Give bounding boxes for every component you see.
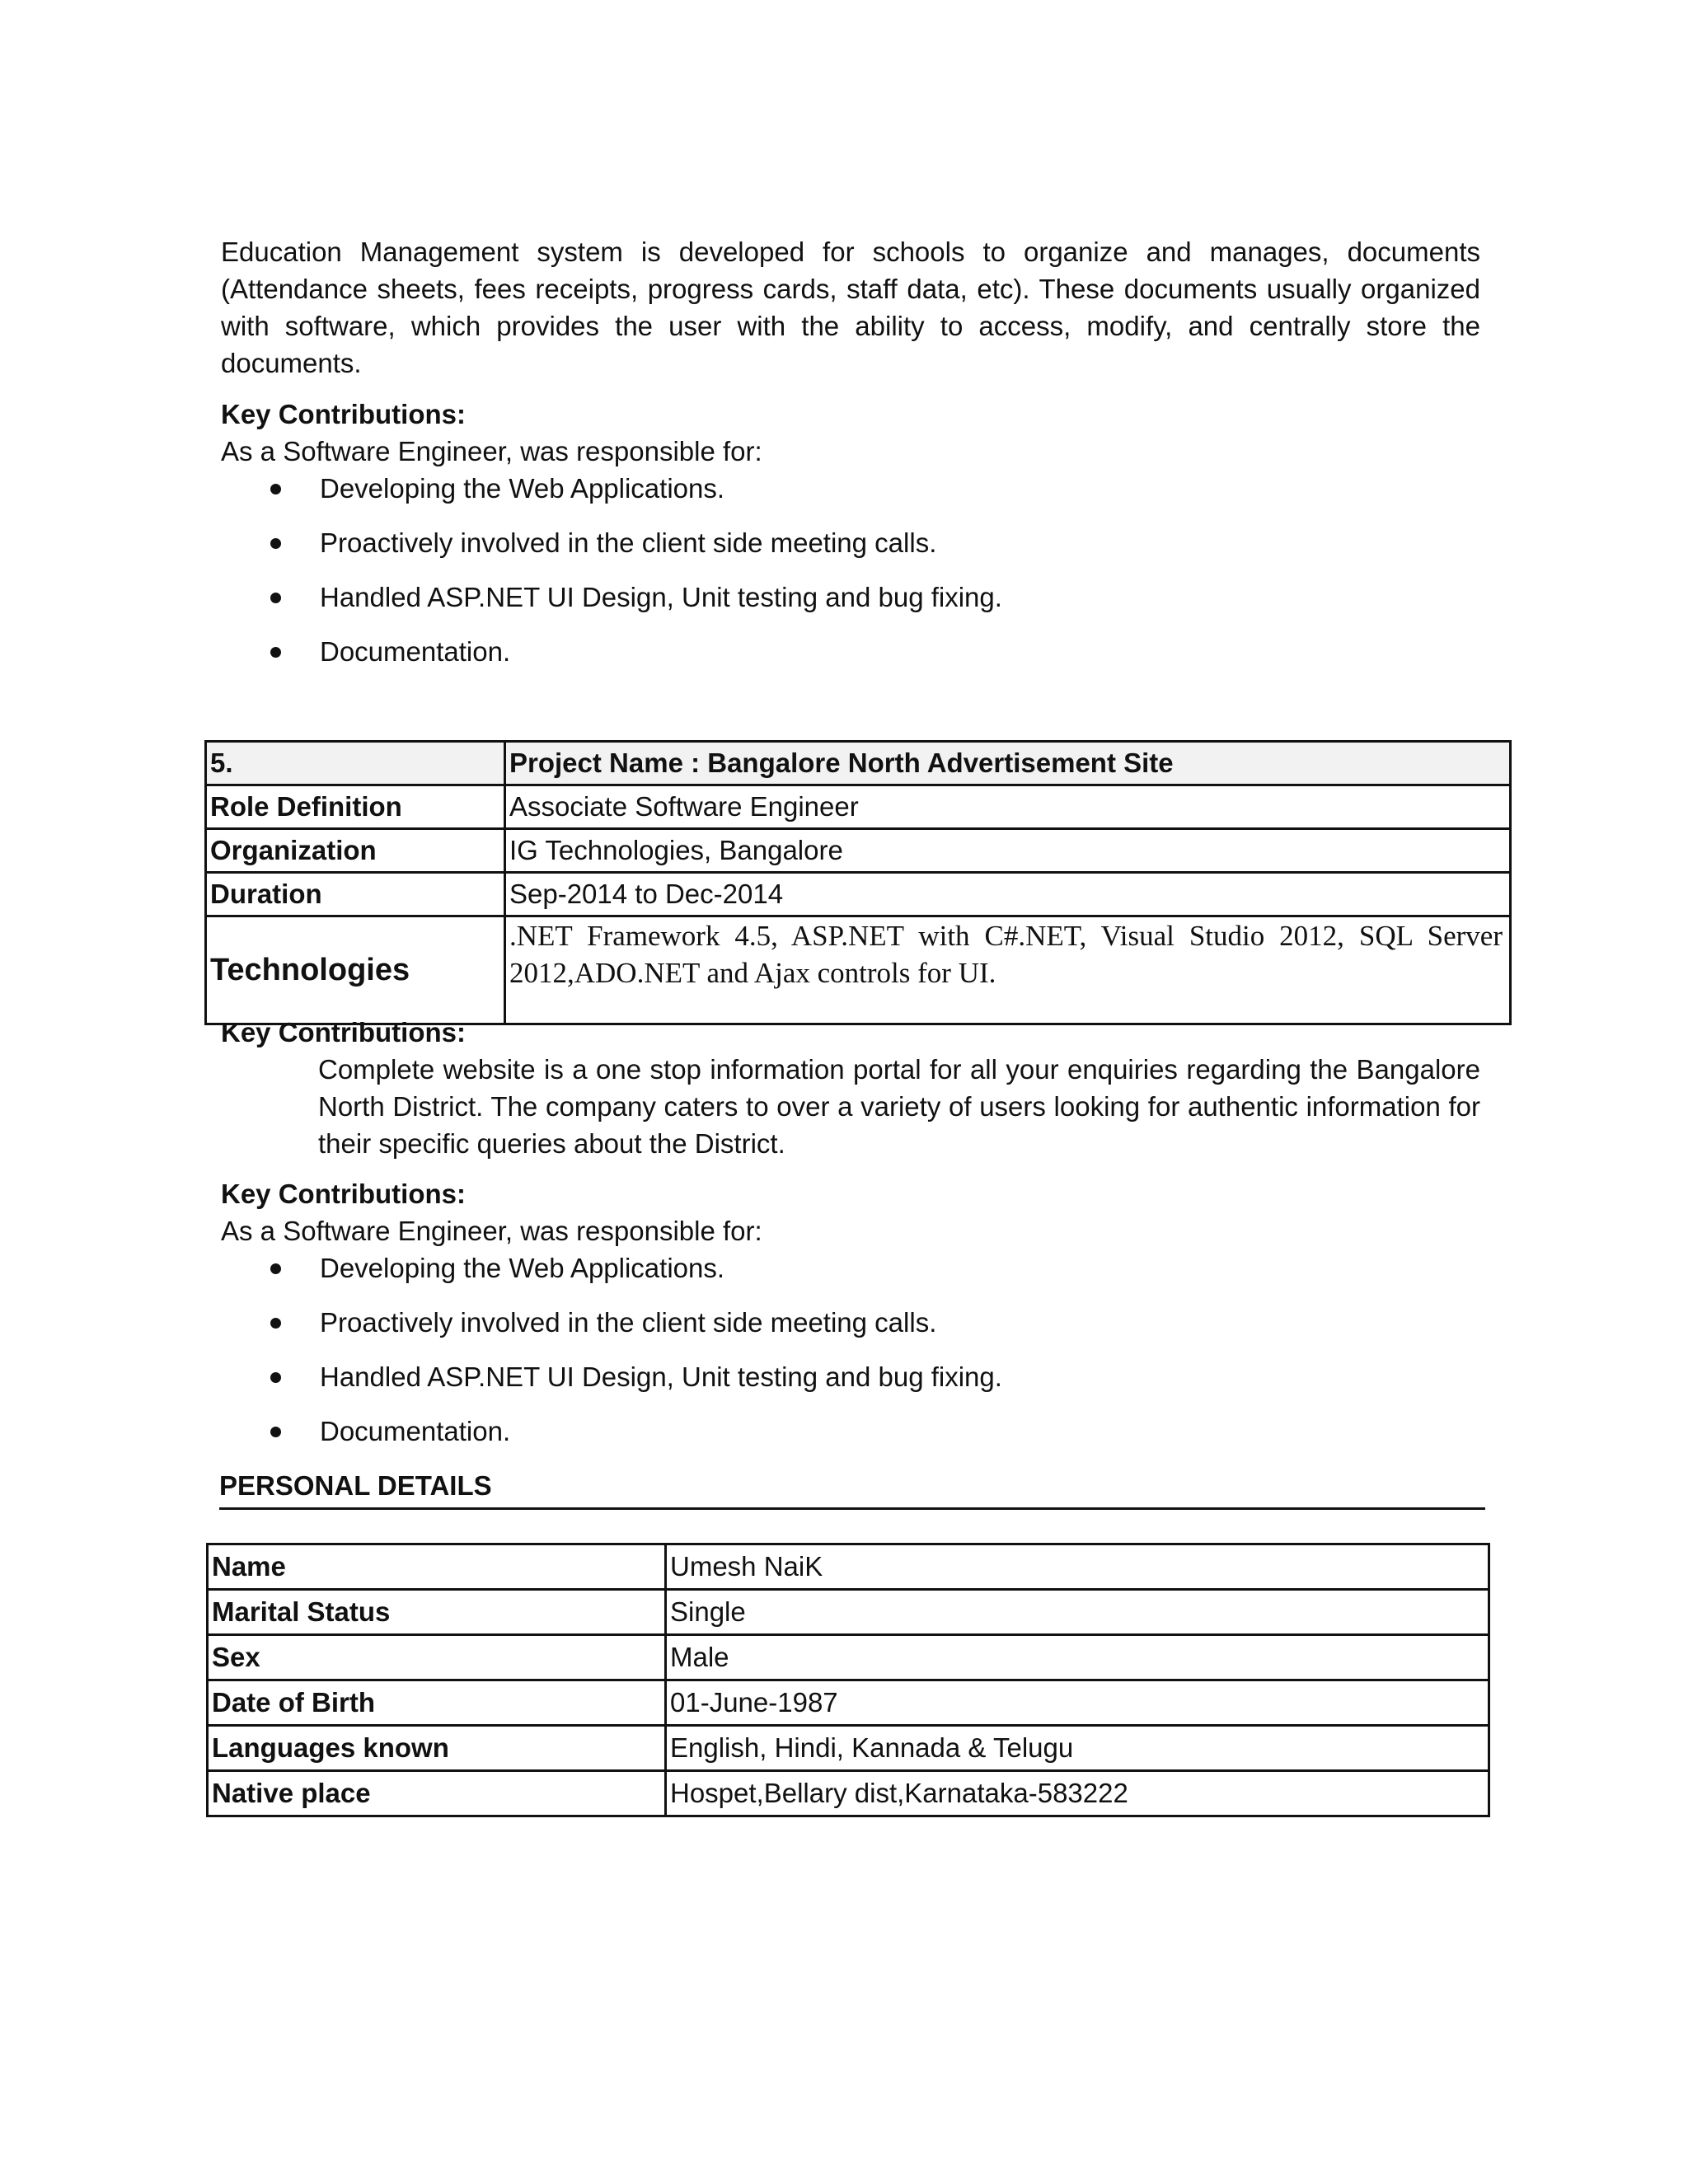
row-label: Organization <box>206 829 505 873</box>
bullet-icon <box>270 1263 281 1274</box>
bullet-icon <box>270 1372 281 1383</box>
intro-section <box>221 233 1480 382</box>
row-label: Native place <box>208 1771 666 1816</box>
list-item <box>221 1413 1480 1450</box>
technologies-value: .NET Framework 4.5, ASP.NET with C#.NET, Visual Studio 2012, SQL Server 2012,ADO.NET and Ajax controls for UI. <box>505 916 1511 1024</box>
key-contributions-heading: Key Contributions: <box>221 1017 466 1047</box>
responsibility-line: As a Software Engineer, was responsible for: <box>221 1216 762 1246</box>
contribution-list <box>221 1249 1480 1450</box>
table-row <box>208 1590 1489 1635</box>
row-label: Duration <box>206 873 505 916</box>
list-item <box>221 1249 1480 1286</box>
row-label: Marital Status <box>208 1590 666 1635</box>
list-item <box>221 633 1480 670</box>
list-item <box>221 1304 1480 1341</box>
list-item-text: Documentation. <box>320 1416 511 1446</box>
technologies-label: Technologies <box>206 916 505 1024</box>
row-value: Hospet,Bellary dist,Karnataka-583222 <box>666 1771 1489 1816</box>
contribution-list <box>221 470 1480 670</box>
row-label: Role Definition <box>206 785 505 829</box>
intro-paragraph: Education Management system is developed for schools to organize and manages, documents (Attendance sheets, fees receipts, progress cards, staff data, etc). These documents usually organized with software, which provides the user with the ability to access, modify, and centrally store the documents. <box>221 237 1480 378</box>
list-item <box>221 470 1480 507</box>
table-row <box>208 1680 1489 1726</box>
list-item-text: Proactively involved in the client side meeting calls. <box>320 527 937 558</box>
row-label: Languages known <box>208 1726 666 1771</box>
list-item-text: Documentation. <box>320 636 511 667</box>
key-contributions-heading: Key Contributions: <box>221 399 466 429</box>
bullet-icon <box>270 538 281 549</box>
project-table <box>204 740 1512 1025</box>
bullet-icon <box>270 484 281 494</box>
key-contributions-section-3 <box>221 1175 1480 1467</box>
list-item <box>221 579 1480 616</box>
personal-details-table <box>206 1543 1490 1817</box>
list-item <box>221 524 1480 561</box>
row-label: Sex <box>208 1635 666 1680</box>
responsibility-line: As a Software Engineer, was responsible for: <box>221 436 762 466</box>
key-contributions-heading: Key Contributions: <box>221 1179 466 1209</box>
table-row <box>208 1635 1489 1680</box>
row-value: Single <box>666 1590 1489 1635</box>
list-item-text: Developing the Web Applications. <box>320 473 725 504</box>
key-contributions-section-2 <box>221 1014 1480 1162</box>
row-label: Name <box>208 1544 666 1590</box>
table-row <box>206 916 1511 1024</box>
project-number: 5. <box>206 742 505 785</box>
list-item <box>221 1358 1480 1395</box>
project-name: Project Name : Bangalore North Advertisement Site <box>505 742 1511 785</box>
personal-details-heading: PERSONAL DETAILS <box>219 1467 1485 1510</box>
bullet-icon <box>270 1427 281 1437</box>
row-value: Umesh NaiK <box>666 1544 1489 1590</box>
row-value: Sep-2014 to Dec-2014 <box>505 873 1511 916</box>
table-row <box>208 1726 1489 1771</box>
row-value: IG Technologies, Bangalore <box>505 829 1511 873</box>
list-item-text: Developing the Web Applications. <box>320 1253 725 1283</box>
row-value: 01-June-1987 <box>666 1680 1489 1726</box>
list-item-text: Proactively involved in the client side meeting calls. <box>320 1307 937 1338</box>
row-value: Male <box>666 1635 1489 1680</box>
table-row <box>206 829 1511 873</box>
table-row <box>206 873 1511 916</box>
list-item-text: Handled ASP.NET UI Design, Unit testing and bug fixing. <box>320 582 1002 612</box>
table-row <box>208 1771 1489 1816</box>
project-description: Complete website is a one stop information portal for all your enquiries regarding the Bangalore North District. The company caters to over a variety of users looking for authentic information for their specific queries about the District. <box>318 1054 1480 1159</box>
row-label: Date of Birth <box>208 1680 666 1726</box>
key-contributions-section-1 <box>221 396 1480 687</box>
row-value: English, Hindi, Kannada & Telugu <box>666 1726 1489 1771</box>
row-value: Associate Software Engineer <box>505 785 1511 829</box>
bullet-icon <box>270 593 281 603</box>
bullet-icon <box>270 1318 281 1329</box>
list-item-text: Handled ASP.NET UI Design, Unit testing and bug fixing. <box>320 1361 1002 1392</box>
table-row <box>208 1544 1489 1590</box>
bullet-icon <box>270 647 281 658</box>
table-row <box>206 785 1511 829</box>
table-row <box>206 742 1511 785</box>
